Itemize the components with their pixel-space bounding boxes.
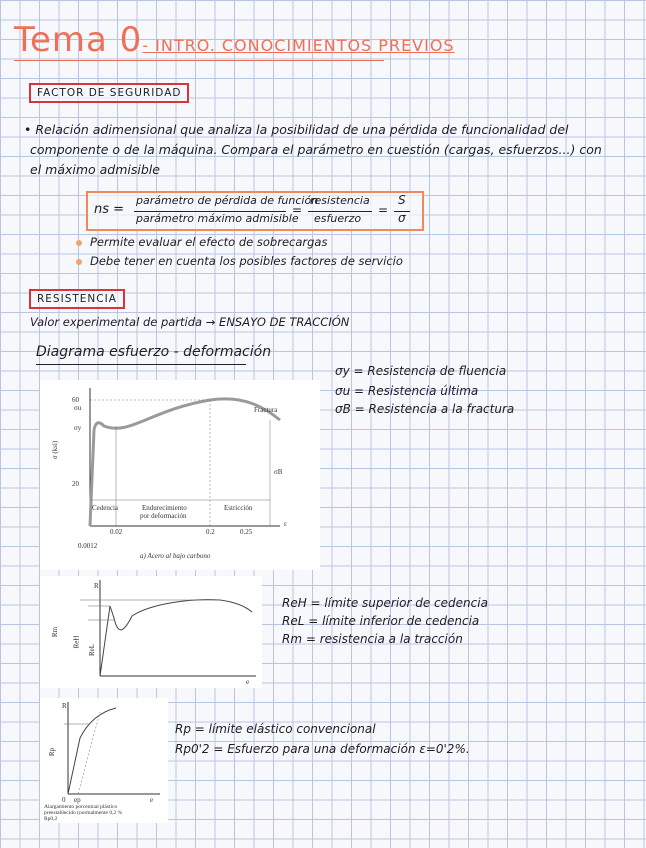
chart1-region-deformacion: por deformación <box>140 512 187 520</box>
diagram-title-underline <box>36 364 246 365</box>
chart1-x-tick-02: 0.2 <box>206 528 215 536</box>
chart3-caption-2: preestablecido (normalmente 0,2 % <box>44 810 123 816</box>
safety-factor-formula <box>86 191 424 231</box>
formula-numerator: parámetro de pérdida de función <box>136 194 319 207</box>
formula-eq3: = <box>378 203 389 217</box>
factor-bullet-1: Permite evaluar el efecto de sobrecargas <box>76 235 327 249</box>
chart2-x-axis-label: e <box>246 678 250 686</box>
offset-yield-chart <box>40 698 168 823</box>
chart3-caption-3: Rp0,2 <box>44 816 58 822</box>
legend2-rm: Rm = resistencia a la tracción <box>282 632 463 646</box>
chart1-region-endurecimiento: Endurecimiento <box>142 504 187 512</box>
page-title <box>14 20 455 60</box>
formula-numerator3: S <box>398 193 406 207</box>
formula-denominator3: σ <box>398 211 406 225</box>
yield-points-chart <box>40 576 262 688</box>
chart1-region-estriccion: Estricción <box>224 504 253 512</box>
chart3-origin: 0 <box>62 796 66 804</box>
formula-lhs: ns = <box>94 202 125 217</box>
legend1-sy: σy = Resistencia de fluencia <box>335 364 507 378</box>
chart2-rm-label: Rm <box>51 626 60 638</box>
yield-points-svg <box>40 576 262 688</box>
diagram-title: Diagrama esfuerzo - deformación <box>36 344 272 360</box>
chart3-ep: ep <box>74 796 81 804</box>
legend3-rp: Rp = límite elástico convencional <box>175 722 376 736</box>
chart1-sigma-u: σu <box>74 404 82 412</box>
chart1-x-axis-label: ε <box>284 520 287 528</box>
formula-denominator: parámetro máximo admisible <box>136 212 299 225</box>
legend3-rp02: Rp0'2 = Esfuerzo para una deformación ε=0'2%. <box>175 742 470 756</box>
formula-denominator2: esfuerzo <box>314 212 362 225</box>
chart1-y-tick-60: 60 <box>72 396 79 404</box>
chart1-region-cedencia: Cedencia <box>92 504 119 512</box>
chart1-x-tick-002: 0.02 <box>110 528 123 536</box>
chart1-small-tick: 0.0012 <box>78 542 98 550</box>
title-underline <box>14 60 384 61</box>
resistencia-text: Valor experimental de partida → ENSAYO DE TRACCIÓN <box>30 315 350 329</box>
legend1-su: σu = Resistencia última <box>335 384 479 398</box>
factor-heading: FACTOR DE SEGURIDAD <box>29 83 189 103</box>
chart1-y-tick-20: 20 <box>72 480 79 488</box>
formula-numerator2: resistencia <box>310 194 370 207</box>
chart2-reh-label: ReH <box>72 635 81 649</box>
factor-line-3: el máximo admisible <box>30 162 160 177</box>
chart1-fractura: Fractura <box>254 406 278 414</box>
chart1-y-axis-label: σ (ksi) <box>51 440 60 460</box>
chart3-caption-1: Alargamiento porcentual plástico <box>44 804 118 810</box>
chart1-sigma-b: σB <box>274 468 283 476</box>
legend2-rel: ReL = límite inferior de cedencia <box>282 614 480 628</box>
chart3-rp-label: Rp <box>48 747 57 757</box>
chart1-caption: a) Acero al bajo carbono <box>140 552 211 560</box>
chart2-y-axis-label: R <box>94 582 99 590</box>
factor-line-2: componente o de la máquina. Compara el parámetro en cuestión (cargas, esfuerzos...) con <box>30 142 602 157</box>
title-subtitle: - INTRO. CONOCIMIENTOS PREVIOS <box>142 36 455 55</box>
resistencia-heading: RESISTENCIA <box>29 289 125 309</box>
factor-line-1: • Relación adimensional que analiza la posibilidad de una pérdida de funcionalidad del <box>24 122 569 137</box>
factor-bullet-2: Debe tener en cuenta los posibles factores de servicio <box>76 254 403 268</box>
legend1-sb: σB = Resistencia a la fractura <box>335 402 515 416</box>
chart2-curve <box>100 600 252 676</box>
chart2-rel-label: ReL <box>88 643 97 657</box>
chart1-x-tick-025: 0.25 <box>240 528 253 536</box>
chart1-sigma-y: σy <box>74 424 82 432</box>
stress-strain-chart <box>40 380 320 570</box>
title-main: Tema 0 <box>14 20 143 60</box>
chart3-curve <box>68 708 116 794</box>
chart3-x-axis-label: e <box>150 796 154 804</box>
formula-eq2: = <box>292 203 303 217</box>
chart3-y-axis-label: R <box>62 702 67 710</box>
legend2-reh: ReH = límite superior de cedencia <box>282 596 488 610</box>
